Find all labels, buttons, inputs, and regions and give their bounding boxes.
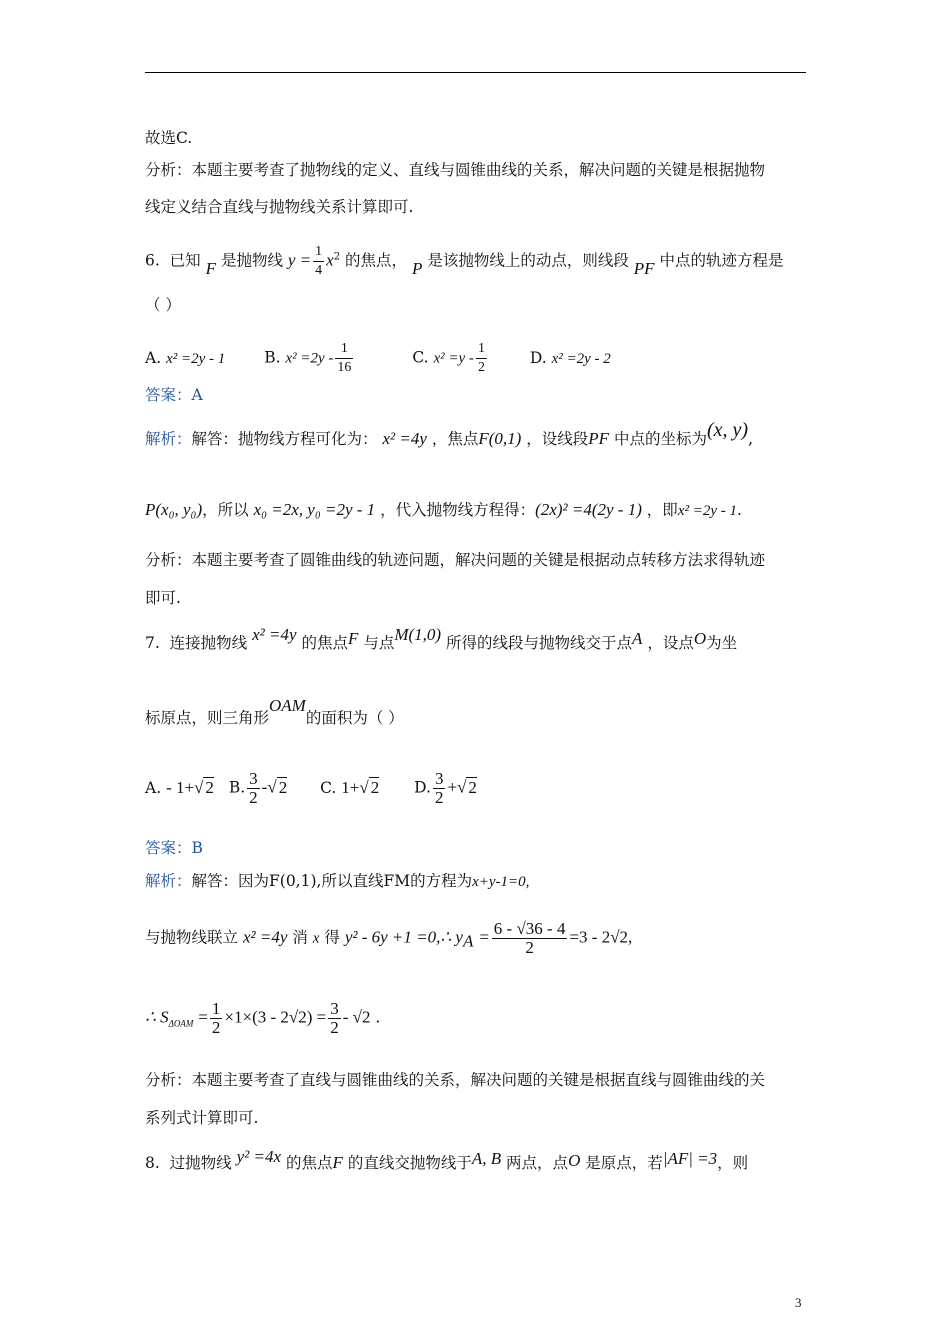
frac-den: 2 (434, 788, 444, 807)
sqrt-sign: √ (194, 777, 204, 797)
text: 是抛物线 (220, 251, 283, 270)
math: x² =4y (382, 429, 427, 448)
option-a (145, 348, 225, 369)
math: F(0,1) (478, 429, 522, 448)
text: 连接抛物线 (169, 634, 248, 652)
option-c (320, 778, 379, 798)
math: O (568, 1151, 581, 1170)
math: = (478, 927, 490, 947)
text: 过抛物线 (169, 1154, 232, 1172)
fraction (492, 920, 568, 957)
text: 所得的线段与抛物线交于点 (446, 634, 633, 652)
subscript: ΔOAM (168, 1018, 194, 1029)
math: - 1+ (166, 777, 195, 797)
math: y² =4x (236, 1147, 282, 1166)
text: ，则 (717, 1154, 749, 1172)
frac-den: 2 (249, 788, 258, 807)
text: 是该抛物线上的动点，则线段 (427, 251, 629, 270)
math: F (332, 1153, 343, 1172)
math: x² =2y - 1 (677, 503, 737, 519)
math: + (447, 777, 458, 797)
subscript: A (462, 931, 474, 951)
frac-den: 4 (315, 263, 323, 278)
math: |AF| =3 (662, 1149, 718, 1168)
frac-den: 2 (330, 1018, 339, 1037)
text-line: 故选C. (145, 129, 193, 147)
option-label: B. (228, 778, 246, 797)
solution-line (145, 871, 529, 892)
text: , (748, 430, 754, 448)
q6-options (145, 340, 611, 377)
text: 与抛物线联立 (145, 928, 239, 947)
answer: 答案：A (145, 386, 203, 404)
text: 与点 (363, 634, 395, 652)
text-line: 线定义结合直线与抛物线关系计算即可. (145, 198, 414, 216)
text: ，设线段 (526, 430, 589, 448)
frac-den: 16 (337, 360, 352, 375)
text: 为坐 (706, 634, 738, 652)
text: 的直线交抛物线于 (347, 1154, 472, 1172)
math: A, B (471, 1149, 502, 1168)
option-label: C. (320, 778, 337, 797)
math: P (411, 258, 423, 278)
frac-num: 1 (335, 340, 353, 359)
frac-num: 1 (313, 243, 324, 262)
option-label: A. (145, 778, 162, 797)
header-rule (145, 72, 806, 73)
question-number: 7. (145, 634, 160, 652)
option-d (530, 348, 611, 369)
math: M(1,0) (394, 625, 442, 644)
text: . (737, 501, 742, 519)
option-a (145, 778, 214, 798)
math: 1+ (341, 777, 360, 797)
text: ，所以 (202, 501, 249, 519)
text: 中点的坐标为 (613, 430, 707, 448)
text: 已知 (169, 251, 201, 270)
fraction (335, 340, 353, 377)
math: x² =4y (242, 927, 288, 947)
answer-paren: （ ） (145, 296, 181, 314)
fraction (313, 243, 324, 280)
math: O (693, 629, 707, 648)
math: x² =2y - 1 (166, 350, 226, 367)
q7-options (145, 770, 477, 807)
answer: 答案：B (145, 839, 203, 857)
text: 解答：抛物线方程可化为： (191, 430, 378, 448)
math: OAM (269, 696, 306, 715)
text: ，焦点 (431, 430, 479, 448)
text: 中点的轨迹方程是 (659, 251, 784, 270)
math: P(x₀, y₀) (145, 500, 203, 519)
math: (x, y) (707, 419, 749, 441)
page-number: 3 (795, 1295, 802, 1310)
math: x² =2y - 2 (551, 350, 611, 367)
math: - √2 (342, 1007, 371, 1027)
math: ×1×(3 - 2√2) = (224, 1007, 327, 1027)
text: ，即 (646, 501, 678, 519)
sqrt-sign: √ (359, 777, 369, 797)
frac-num: 3 (434, 769, 444, 788)
text: . (375, 1008, 381, 1027)
text: 的焦点 (285, 1154, 333, 1172)
math: x₀ =2x, y₀ =2y - 1 (253, 500, 376, 519)
option-c (412, 340, 489, 377)
question-number: 8. (145, 1154, 160, 1172)
math: x (312, 930, 320, 947)
text: 的面积为（ ） (305, 709, 404, 727)
sqrt-arg: 2 (370, 777, 380, 797)
question-7-cont (145, 696, 404, 728)
math: ∴ S (145, 1007, 169, 1027)
option-label: C. (412, 348, 429, 367)
solution-label: 解析： (145, 430, 192, 448)
frac-den: 2 (211, 1018, 221, 1037)
sqrt-arg: 2 (205, 777, 214, 797)
option-label: D. (414, 778, 431, 797)
math: F (205, 258, 216, 278)
solution-line (145, 500, 742, 521)
text: 标原点，则三角形 (145, 709, 270, 727)
text-line: 分析：本题主要考查了圆锥曲线的轨迹问题，解决问题的关键是根据动点转移方法求得轨迹 (145, 551, 766, 569)
solution-label: 解析： (145, 872, 192, 890)
frac-num: 1 (211, 999, 221, 1018)
frac-den: 2 (477, 360, 485, 375)
text: 得 (324, 928, 340, 947)
sqrt-arg: 2 (278, 777, 288, 797)
fraction (328, 1000, 341, 1037)
sqrt-sign: √ (457, 777, 467, 797)
text: ，设点 (647, 634, 694, 652)
fraction (210, 1000, 223, 1037)
math: A (632, 629, 643, 648)
math: (2x)² =4(2y - 1) (535, 500, 642, 519)
math: x² =4y (252, 625, 297, 644)
math: - (261, 777, 268, 797)
frac-num: 6 - √36 - 4 (493, 919, 566, 938)
math: = (198, 1007, 208, 1027)
question-number: 6. (145, 251, 160, 270)
frac-num: 3 (249, 769, 258, 788)
frac-den: 2 (525, 938, 534, 957)
fraction (247, 770, 260, 807)
math: PF (588, 429, 610, 448)
frac-num: 1 (476, 340, 487, 359)
math: y² - 6y +1 =0,∴ y (344, 927, 463, 947)
text: 两点，点 (506, 1154, 569, 1172)
frac-num: 3 (330, 999, 339, 1018)
question-8 (145, 1147, 749, 1173)
text-line: 系列式计算即可. (145, 1109, 259, 1127)
text: ，代入抛物线方程得： (380, 501, 536, 519)
text: 消 (292, 928, 308, 947)
math: y = (287, 250, 312, 270)
math: x² =y - (433, 350, 474, 367)
superscript: 2 (333, 251, 341, 263)
text-line: 即可. (145, 589, 181, 607)
math: x+y-1=0, (472, 874, 530, 890)
solution-line (145, 419, 754, 449)
option-label: D. (529, 348, 547, 367)
fraction (433, 770, 446, 807)
option-b (264, 340, 355, 377)
solution-line (145, 920, 632, 957)
math: =3 - 2√2, (569, 927, 633, 947)
question-6 (145, 243, 784, 280)
option-label: B. (264, 348, 281, 367)
solution-line (145, 1000, 380, 1037)
math: x² =2y - (285, 350, 334, 367)
text: 的焦点， (345, 251, 408, 270)
text: 的焦点 (301, 634, 348, 652)
text: 是原点，若 (585, 1154, 663, 1172)
fraction (476, 340, 487, 377)
option-d (414, 770, 477, 807)
text: 解答：因为F(0,1),所以直线FM的方程为 (191, 872, 473, 890)
sqrt-sign: √ (267, 777, 277, 797)
text-line: 分析：本题主要考查了直线与圆锥曲线的关系，解决问题的关键是根据直线与圆锥曲线的关 (145, 1071, 766, 1089)
math: PF (633, 258, 655, 278)
math: F (347, 629, 359, 648)
text-line: 分析：本题主要考查了抛物线的定义、直线与圆锥曲线的关系，解决问题的关键是根据抛物 (145, 161, 766, 179)
math: x (326, 250, 334, 270)
sqrt-arg: 2 (468, 777, 477, 797)
question-7 (145, 625, 738, 653)
option-b (229, 770, 287, 807)
option-label: A. (145, 348, 162, 367)
